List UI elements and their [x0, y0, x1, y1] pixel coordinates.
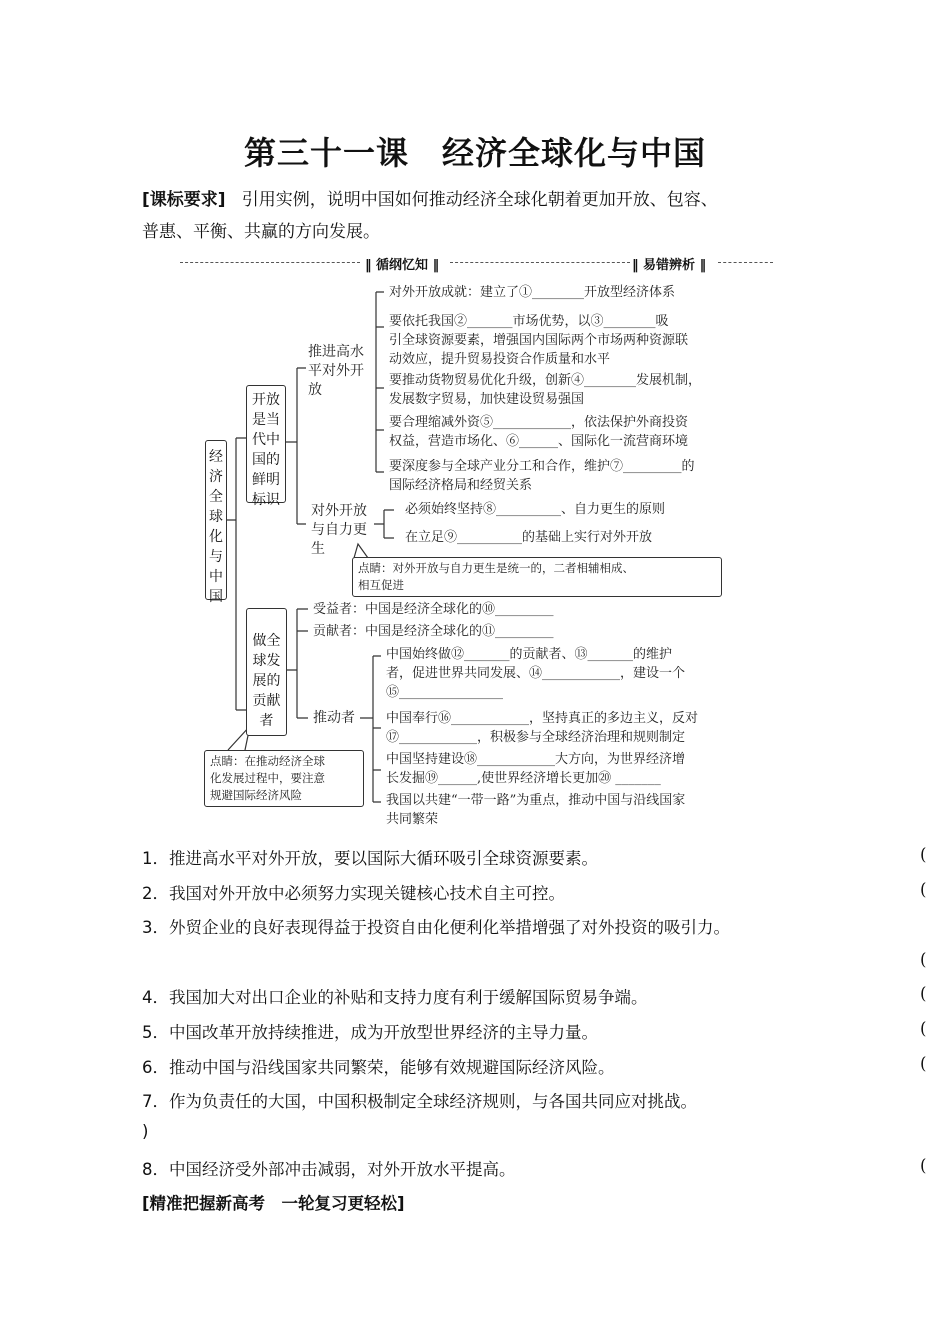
text-line: 我国以共建“一带一路”为重点，推动中国与沿线国家 [386, 793, 686, 808]
answer-paren-7-close[interactable]: ) [142, 1122, 149, 1141]
root-node [205, 440, 227, 605]
sub2-label-line3: 生 [311, 541, 325, 557]
branch-global-contributor-label: 做全球发展的贡献者 [252, 633, 281, 729]
beneficiary-item: 受益者：中国是经济全球化的⑩_________ [313, 602, 554, 617]
question-6: 6．推动中国与沿线国家共同繁荣，能够有效规避国际经济风险。 [142, 1058, 615, 1077]
question-8: 8．中国经济受外部冲击减弱，对外开放水平提高。 [142, 1160, 516, 1179]
text-line: 者，促进世界共同发展、⑭____________，建设一个 [386, 666, 686, 681]
question-1: 1．推进高水平对外开放，要以国际大循环吸引全球资源要素。 [142, 849, 598, 868]
answer-paren-2[interactable]: ( [920, 880, 927, 899]
footer-slogan: [精准把握新高考 一轮复习更轻松] [142, 1194, 405, 1213]
note-line: 点睛：在推动经济全球 [210, 754, 325, 768]
note-line: 化发展过程中，要注意 [210, 771, 325, 785]
note-box-opening [352, 557, 722, 597]
text-line: 发展数字贸易，加快建设贸易强国 [389, 392, 585, 407]
text-line: 要合理缩减外资⑤____________，依法保护外商投资 [389, 415, 689, 430]
text-line: 权益，营造市场化、⑥______、国际化一流营商环境 [389, 434, 689, 449]
answer-paren-8[interactable]: ( [920, 1156, 927, 1175]
note-line: 点睛：对外开放与自力更生是统一的，二者相辅相成、 [358, 561, 634, 575]
text-line: 中国坚持建设⑱____________大方向，为世界经济增 [386, 752, 686, 767]
branch-open-identity [246, 385, 286, 508]
promoter-label: 推动者 [313, 710, 355, 726]
promoter-item-2 [386, 709, 698, 747]
text-line: 长发掘⑲______,使世界经济增长更加⑳ _______ [386, 771, 661, 786]
text-line: 共同繁荣 [386, 812, 439, 827]
note-line: 相互促进 [358, 578, 404, 592]
answer-paren-4[interactable]: ( [920, 984, 927, 1003]
question-7: 7．作为负责任的大国，中国积极制定全球经济规则，与各国共同应对挑战。 [142, 1092, 697, 1111]
requirement-label: [课标要求] [142, 190, 226, 210]
branch-open-identity-label: 开放是当代中国的鲜明标识 [252, 392, 280, 508]
text-line: 对外开放成就：建立了①________开放型经济体系 [389, 285, 676, 300]
root-node-label: 经济全球化与中国 [209, 449, 223, 605]
text-line: 要依托我国②_______市场优势，以③________吸 [389, 314, 669, 329]
sub1-item-2 [389, 312, 688, 369]
sub1-item-3 [389, 371, 701, 409]
sub1-label-line2: 平对外开 [308, 363, 364, 379]
question-3: 3．外贸企业的良好表现得益于投资自由化便利化举措增强了对外投资的吸引力。 [142, 918, 730, 937]
answer-paren-5[interactable]: ( [920, 1019, 927, 1038]
sub1-item-5 [389, 457, 695, 495]
text-line: ⑰____________，积极参与全球经济治理和规则制定 [386, 730, 686, 745]
sub1-item-1 [389, 283, 675, 302]
note-line: 规避国际经济风险 [210, 788, 302, 802]
text-line: 动效应，提升贸易投资合作质量和水平 [389, 352, 611, 367]
question-5: 5．中国改革开放持续推进，成为开放型世界经济的主导力量。 [142, 1023, 598, 1042]
text-line: 要深度参与全球产业分工和合作，维护⑦_________的 [389, 459, 695, 474]
text-line: 要推动货物贸易优化升级，创新④________发展机制， [389, 373, 702, 388]
sub2-item-1: 必须始终坚持⑧__________、自力更生的原则 [405, 502, 666, 517]
note-box-risk [204, 750, 364, 807]
page-title: 第三十一课 经济全球化与中国 [243, 134, 706, 172]
sub1-label-line1: 推进高水 [308, 344, 364, 360]
answer-paren-3[interactable]: ( [920, 950, 927, 969]
banner-left-label: 循纲忆知 [376, 258, 429, 273]
banner-right: ‖ 易错辨析 ‖ [632, 258, 707, 273]
contributor-item: 贡献者：中国是经济全球化的⑪_________ [313, 624, 554, 639]
answer-paren-6[interactable]: ( [920, 1054, 927, 1073]
sub1-label-line3: 放 [308, 382, 322, 398]
sub-high-level-opening [308, 343, 364, 400]
banner-right-label: 易错辨析 [643, 258, 696, 273]
sub1-item-4 [389, 413, 688, 451]
promoter-item-4 [386, 791, 685, 829]
text-line: 中国奉行⑯____________，坚持真正的多边主义，反对 [386, 711, 699, 726]
requirement-text-1: 引用实例，说明中国如何推动经济全球化朝着更加开放、包容、 [241, 190, 718, 210]
sub-self-reliance [311, 502, 367, 559]
question-4: 4．我国加大对出口企业的补贴和支持力度有利于缓解国际贸易争端。 [142, 988, 648, 1007]
sub2-label-line2: 与自力更 [311, 522, 367, 538]
branch-global-contributor [246, 608, 287, 736]
sub2-label-line1: 对外开放 [311, 503, 367, 519]
sub2-item-2: 在立足⑨__________的基础上实行对外开放 [405, 530, 653, 545]
question-2: 2．我国对外开放中必须努力实现关键核心技术自主可控。 [142, 884, 565, 903]
requirement-text-2: 普惠、平衡、共赢的方向发展。 [142, 222, 380, 242]
text-line: ⑮________________ [386, 685, 504, 700]
text-line: 国际经济格局和经贸关系 [389, 478, 533, 493]
banner-left: ‖ 循纲忆知 ‖ [365, 258, 440, 273]
answer-paren-1[interactable]: ( [920, 845, 927, 864]
promoter-item-3 [386, 750, 685, 788]
promoter-item-1 [386, 645, 685, 702]
text-line: 引全球资源要素，增强国内国际两个市场两种资源联 [389, 333, 689, 348]
text-line: 中国始终做⑫_______的贡献者、⑬_______的维护 [386, 647, 673, 662]
